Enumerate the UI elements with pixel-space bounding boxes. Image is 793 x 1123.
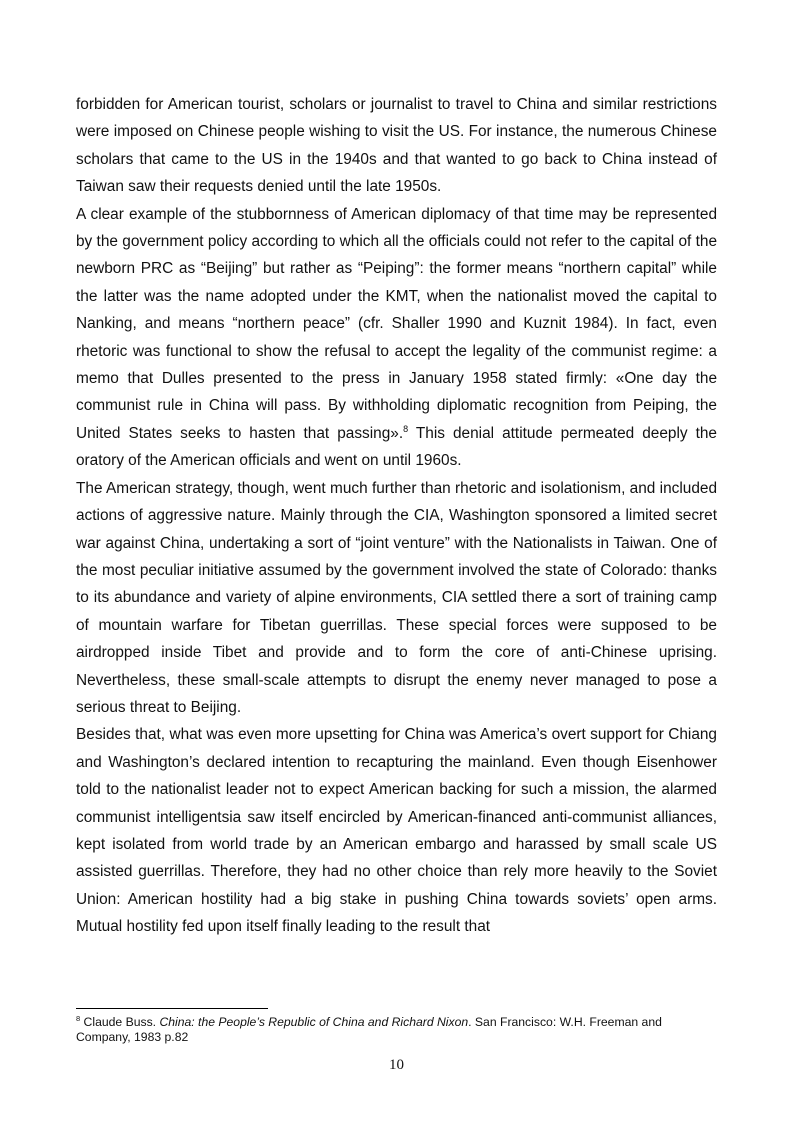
- page-number: 10: [389, 1057, 404, 1073]
- paragraph-4: Besides that, what was even more upsetting for China was America’s overt support for Chiang and Washington’s declared intention to recapturing the mainland. Even though Eisenhower told to the nationalist leader not to expect American backing for such a mission, the alarmed communist intelligentsia saw itself encircled by American-financed anti-communist alliances, kept isolated from world trade by an American embargo and harassed by small scale US assisted guerrillas. Therefore, they had no other choice than rely more heavily to the Soviet Union: American hostility had a big stake in pushing China towards soviets’ open arms. Mutual hostility fed upon itself finally leading to the result that: [76, 726, 717, 936]
- body-text: [76, 91, 717, 941]
- paragraph-2: [76, 201, 717, 475]
- footnote-publication: . San Francisco: W.H. Freeman and Company, 1983 p.82: [76, 1015, 662, 1044]
- footnote: [76, 1015, 717, 1045]
- paragraph-1: forbidden for American tourist, scholars or journalist to travel to China and similar restrictions were imposed on Chinese people wishing to visit the US. For instance, the numerous Chinese scholars that came to the US in the 1940s and that wanted to go back to China instead of Taiwan saw their requests denied until the late 1950s.: [76, 96, 717, 196]
- footnote-number: 8: [76, 1013, 81, 1023]
- footnote-reference[interactable]: 8: [403, 423, 409, 434]
- footnote-separator: [76, 1008, 268, 1009]
- paragraph-3: The American strategy, though, went much further than rhetoric and isolationism, and included actions of aggressive nature. Mainly through the CIA, Washington sponsored a limited secret war against China, undertaking a sort of “joint venture” with the Nationalists in Taiwan. One of the most peculiar initiative assumed by the government involved the state of Colorado: thanks to its abundance and variety of alpine environments, CIA settled there a sort of training camp of mountain warfare for Tibetan guerrillas. These special forces were supposed to be airdropped inside Tibet and provide and to form the core of anti-Chinese uprising. Nevertheless, these small-scale attempts to disrupt the enemy never managed to pose a serious threat to Beijing.: [76, 479, 717, 716]
- paragraph-2-text: A clear example of the stubbornness of American diplomacy of that time may be represented by the government policy according to which all the officials could not refer to the capital of the newborn PRC as “Beijing” but rather as “Peiping”: the former means “northern capital” while the latter was the name adopted under the KMT, when the nationalist moved the capital to Nanking, and means “northern peace” (cfr. Shaller 1990 and Kuznit 1984). In fact, even rhetoric was functional to show the refusal to accept the legality of the communist regime: a memo that Dulles presented to the press in January 1958 stated firmly: «One day the communist rule in China will pass. By withholding diplomatic recognition from Peiping, the United States seeks to hasten that passing».: [76, 205, 717, 442]
- footnote-title: China: the People’s Republic of China and Richard Nixon: [159, 1015, 469, 1029]
- paragraph-2-continuation: This denial attitude permeated deeply the oratory of the American officials and went on until 1960s.: [76, 424, 717, 470]
- footnote-author: Claude Buss.: [80, 1015, 160, 1029]
